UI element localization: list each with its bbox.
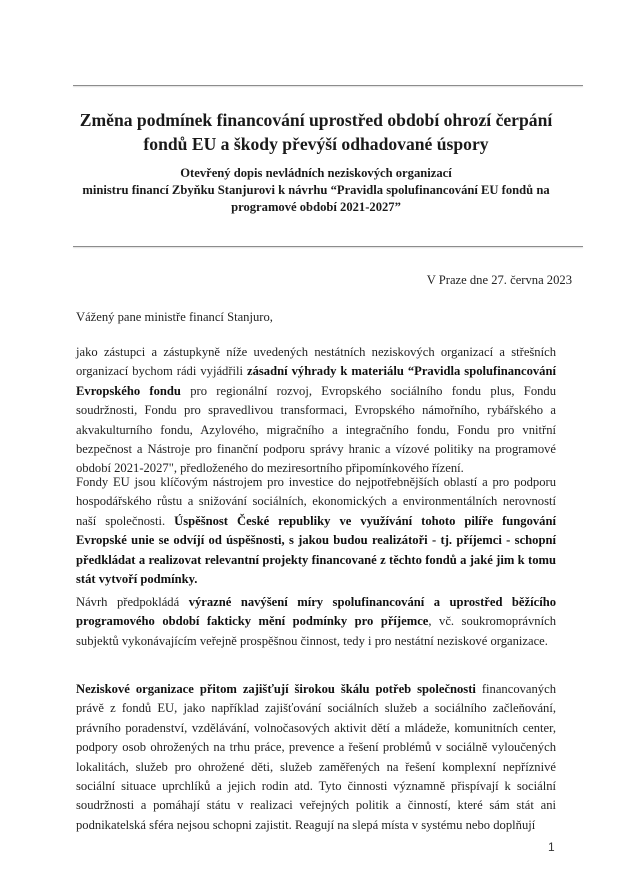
paragraph-2-bold-segment: Úspěšnost České republiky ve využívání tohoto pilíře fungování Evropské unie se odvíjí od úspěšnosti, s jakou budou realizátoři - tj. příjemci - schopní předkládat a realizovat relevantní projekty financované z těchto fondů a jaké jim k tomu stát vytvoří podmínky. xyxy=(76,513,556,587)
paragraph-3 xyxy=(76,593,556,651)
header-rule-bottom xyxy=(73,246,583,247)
paragraph-3-bold-segment: výrazné navýšení míry spolufinancování a uprostřed běžícího programového období fakticky mění podmínky pro příjemce xyxy=(76,595,556,629)
letter-date: V Praze dne 27. června 2023 xyxy=(426,273,572,287)
document-subtitle xyxy=(60,165,572,216)
letter-salutation: Vážený pane ministře financí Stanjuro, xyxy=(76,310,273,324)
paragraph-1-bold-segment: zásadní výhrady k materiálu “Pravidla spolufinancování Evropského fondu xyxy=(76,364,556,398)
page-number: 1 xyxy=(548,840,555,854)
paragraph-4 xyxy=(76,680,556,835)
paragraph-2 xyxy=(76,473,556,589)
paragraph-4-segment: financovaných právě z fondů EU, jako například zajišťování sociálních služeb a sociálního začleňování, právního poradenství, vzdělávání, volnočasových aktivit dětí a mládeže, komunitních center, podpory osob ohrožených na trhu práce, prevence a řešení problémů v sociálně vyloučených lokalitách, služeb pro ohrožené děti, služeb zaměřených na řešení komplexní nepříznivé sociální situace uprchlíků a jejich rodin atd. Tyto činnosti významně přispívají k sociální soudržnosti a pomáhají státu v realizaci veřejných politik a činností, které sám stát ani podnikatelská sféra nejsou schopni zajistit. Reagují na slepá místa v systému nebo doplňují xyxy=(76,682,556,832)
paragraph-3-segment: Návrh předpokládá xyxy=(76,595,189,609)
header-rule-top xyxy=(73,85,583,86)
paragraph-1 xyxy=(76,343,556,479)
paragraph-3-segment: , vč. soukromoprávních subjektů vykonávajícím veřejně prospěšnou činnost, tedy i pro nestátní neziskové organizace. xyxy=(76,614,556,648)
paragraph-1-segment: pro regionální rozvoj, Evropského sociálního fondu plus, Fondu soudržnosti, Fondu pro spravedlivou transformaci, Evropského námořního, rybářského a akvakulturního fondu, Azylového, migračního a integračního fondu, Fondu pro vnitřní bezpečnost a Nástroje pro finanční podporu správy hranic a vízové politiky na programové období 2021-2027", předloženého do meziresortního připomínkového řízení. xyxy=(76,383,557,476)
subtitle-line-1: Otevřený dopis nevládních neziskových organizací xyxy=(180,166,452,180)
paragraph-2-segment: Fondy EU jsou klíčovým nástrojem pro investice do nejpotřebnějších oblastí a pro podporu hospodářského růstu a snižování sociálních, ekonomických a environmentálních nerovností naší společnosti. xyxy=(76,475,556,528)
document-title: Změna podmínek financování uprostřed období ohrozí čerpání fondů EU a škody převýší odhadované úspory xyxy=(79,110,553,154)
subtitle-line-2: ministru financí Zbyňku Stanjurovi k návrhu “Pravidla spolufinancování EU fondů na programové období 2021-2027” xyxy=(82,183,550,214)
paragraph-1-segment: jako zástupci a zástupkyně níže uvedených nestátních neziskových organizací a střešních organizací bychom rádi vyjádřili xyxy=(76,345,556,379)
paragraph-4-bold-segment: Neziskové organizace přitom zajišťují širokou škálu potřeb společnosti xyxy=(76,682,476,696)
